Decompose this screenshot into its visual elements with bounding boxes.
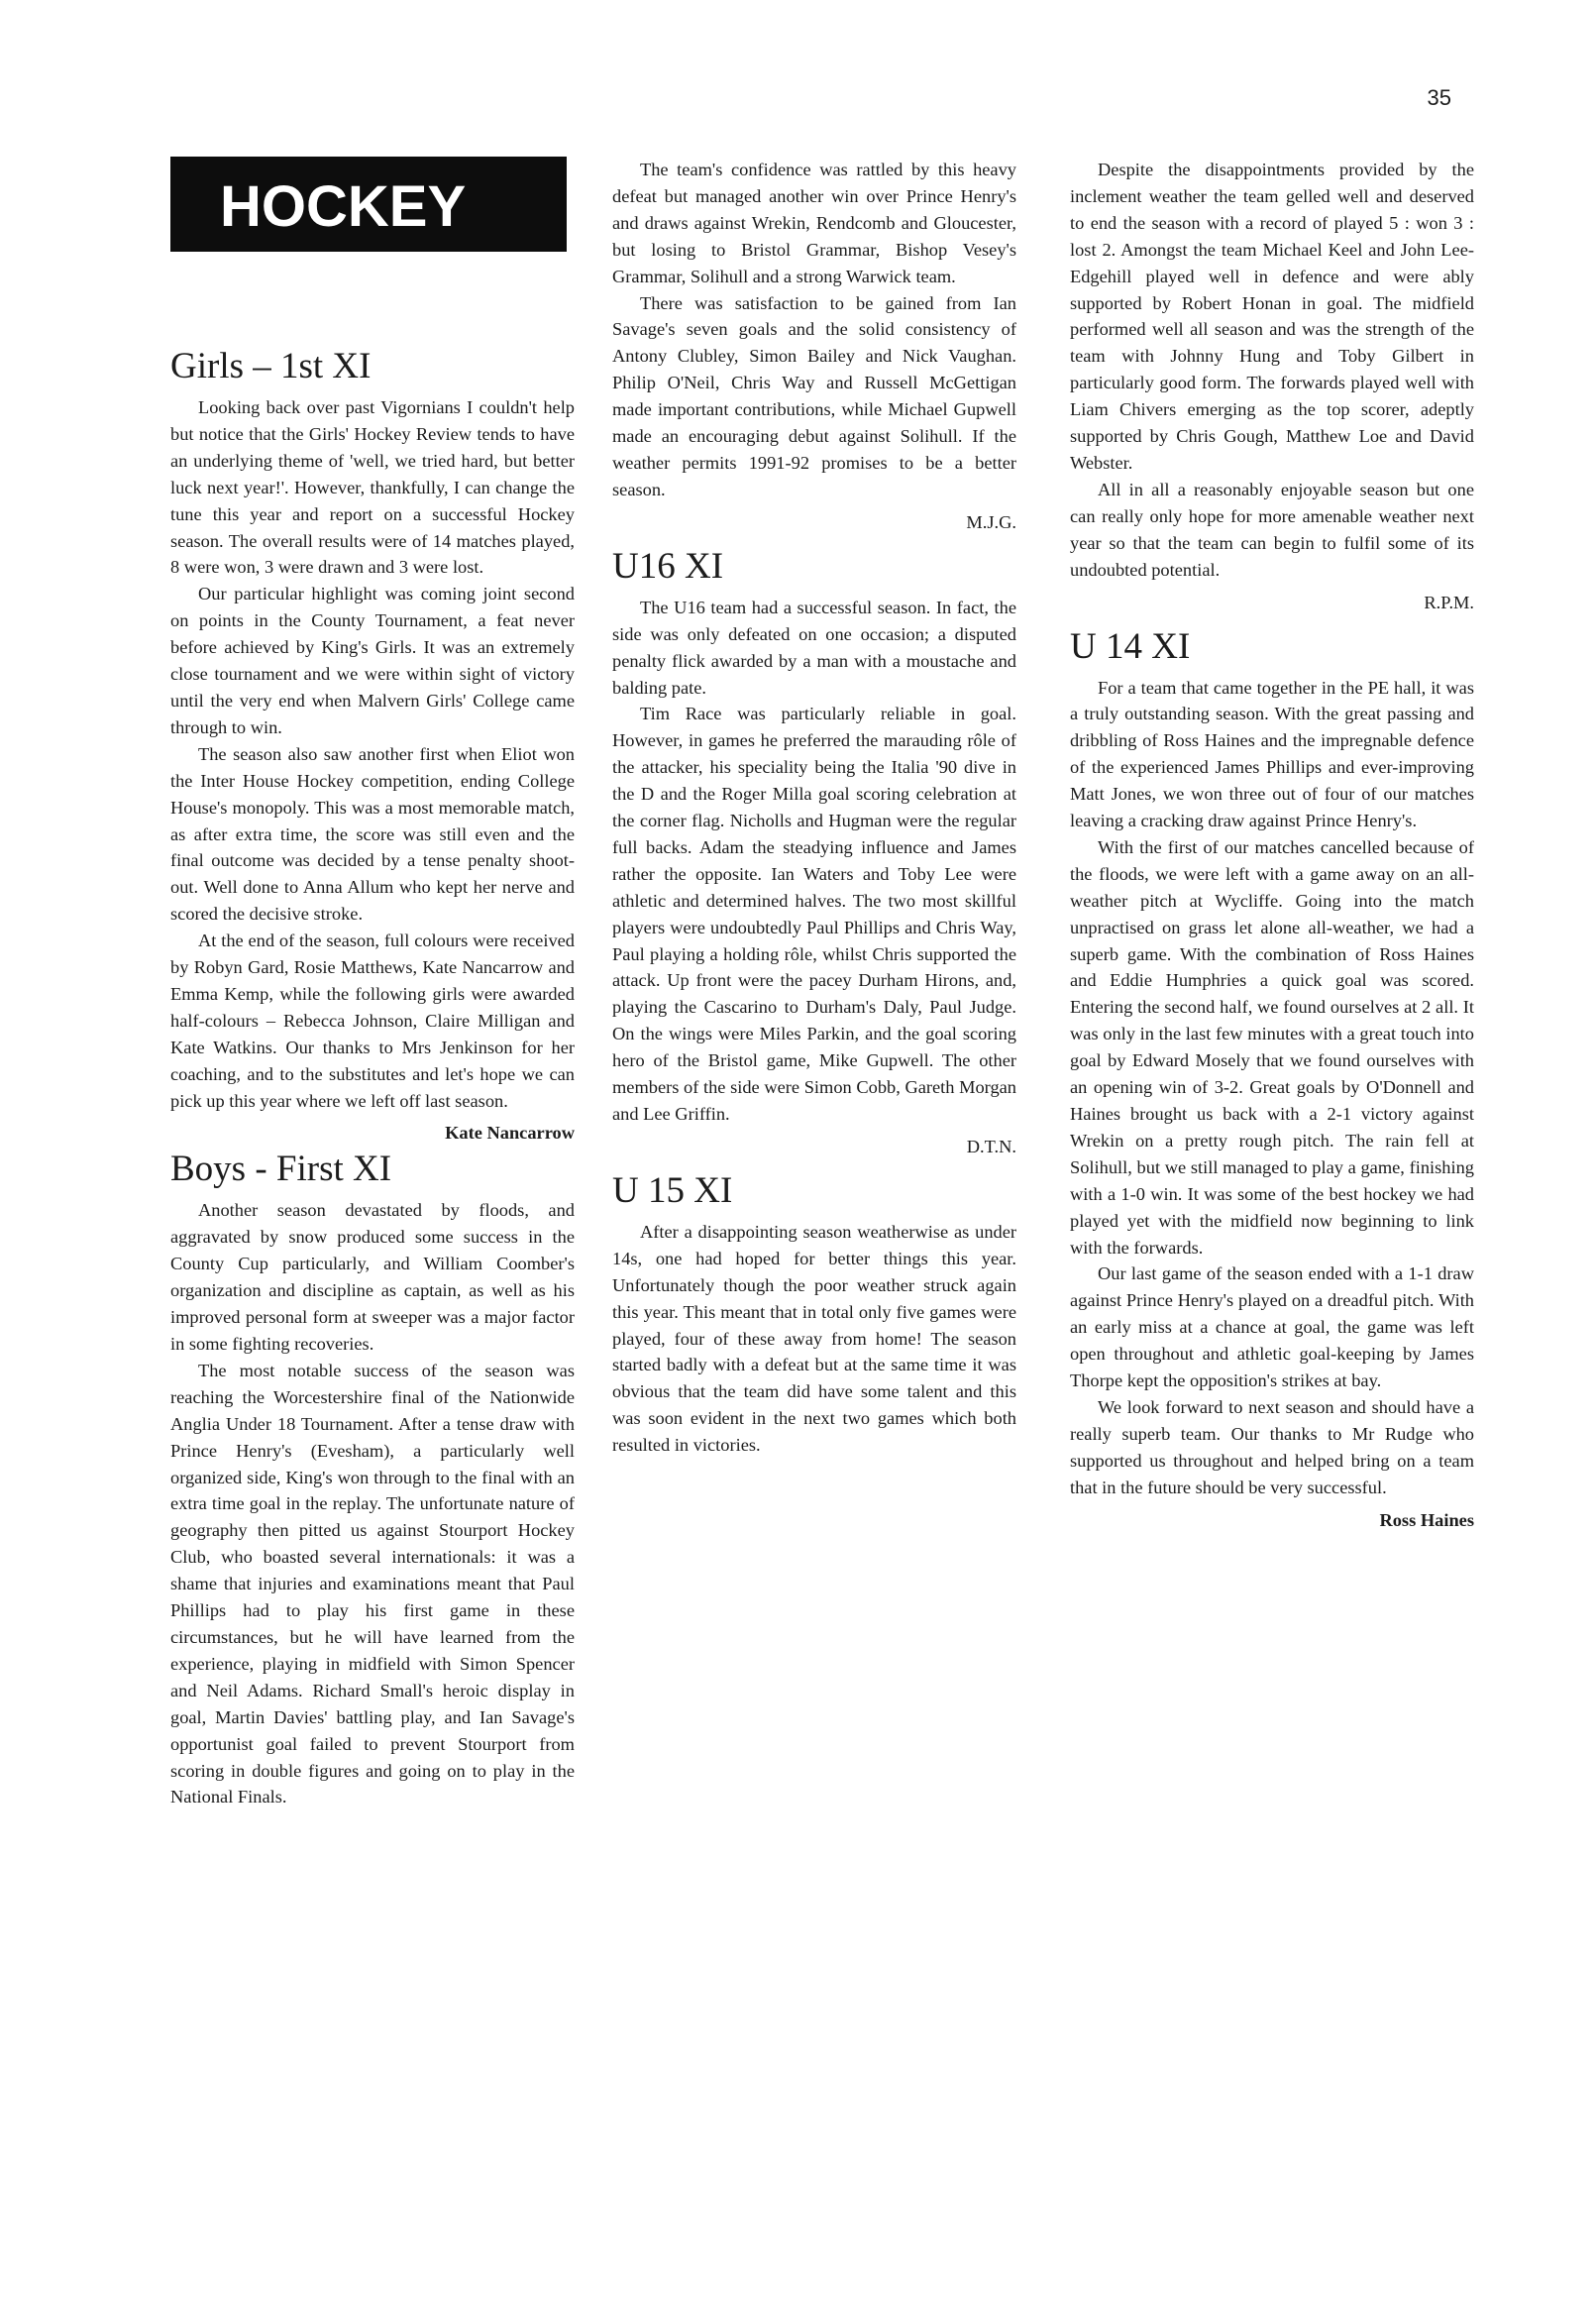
u16-paragraph: The U16 team had a successful season. In fact, the side was only defeated on one occasion; a disputed penalty flick awarded by a man with a moustache and balding pate. (612, 597, 1016, 698)
boys-signature: M.J.G. (966, 511, 1016, 532)
u14-paragraph: Our last game of the season ended with a 1-1 draw against Prince Henry's played on a dreadful pitch. With an early miss at a chance at goal, the game was left open throughout and athletic goal-keeping by James Thorpe kept the opposition's strikes at bay. (1070, 1263, 1474, 1391)
banner-title: HOCKEY (220, 174, 467, 239)
u16-signature: D.T.N. (966, 1136, 1016, 1156)
girls-heading: Girls – 1st XI (170, 346, 372, 386)
column-3 (1070, 157, 1474, 1537)
boys-heading: Boys - First XI (170, 1149, 392, 1190)
girls-paragraph: At the end of the season, full colours were received by Robyn Gard, Rosie Matthews, Kate Nancarrow and Emma Kemp, while the following girls were awarded half-colours – Rebecca Johnson, Claire Milligan and Kate Watkins. Our thanks to Mrs Jenkinson for her coaching, and to the substitutes and let's hope we can pick up this year where we left off last season. (170, 931, 575, 1111)
u15-paragraph: All in all a reasonably enjoyable season but one can really only hope for more amenable weather next year so that the team can begin to fulfil some of its undoubted potential. (1070, 479, 1474, 580)
column-1 (170, 335, 575, 1810)
column-2 (612, 157, 1016, 1459)
page-number: 35 (1427, 85, 1451, 110)
girls-paragraph: Looking back over past Vigornians I couldn't help but notice that the Girls' Hockey Review tends to have an underlying theme of 'well, we tried hard, but better luck next year!'. However, thankfully, I can change the tune this year and report on a successful Hockey season. The overall results were of 14 matches played, 8 were won, 3 were drawn and 3 were lost. (170, 397, 575, 578)
u14-signature: Ross Haines (1379, 1509, 1474, 1530)
u15-paragraph: Despite the disappointments provided by the inclement weather the team gelled well and deserved to end the season with a record of played 5 : won 3 : lost 2. Amongst the team Michael Keel and John Lee-Edgehill played well in defence and were ably supported by Robert Honan in goal. The midfield performed well all season and was the strength of the team with Johnny Hung and Toby Gilbert in particularly good form. The forwards played well with Liam Chivers emerging as the top scorer, adeptly supported by Chris Gough, Matthew Loe and David Webster. (1070, 160, 1474, 473)
section-banner (170, 157, 567, 252)
u15-signature: R.P.M. (1424, 592, 1474, 612)
u14-paragraph: With the first of our matches cancelled because of the floods, we were left with a game away on an all-weather pitch at Wycliffe. Going into the match unpractised on grass let alone all-weather, we had a superb game. With the combination of Ross Haines and Eddie Humphries a quick goal was scored. Entering the second half, we found ourselves at 2 all. It was only in the last few minutes with a great touch into goal by Edward Mosely that we found ourselves with an opening win of 3-2. Great goals by O'Donnell and Haines brought us back with a 2-1 victory against Wrekin on a pretty rough pitch. The rain fell at Solihull, but we still managed to play a game, finishing with a 1-0 win. It was some of the best hockey we had played yet with the midfield now beginning to link with the forwards. (1070, 836, 1474, 1258)
u16-heading: U16 XI (612, 545, 724, 587)
u14-paragraph: We look forward to next season and should have a really superb team. Our thanks to Mr Rudge who supported us throughout and helped bring on a team that in the future should be very successful. (1070, 1396, 1474, 1497)
girls-signature: Kate Nancarrow (445, 1123, 575, 1144)
boys-paragraph: The team's confidence was rattled by this heavy defeat but managed another win over Prince Henry's and draws against Wrekin, Rendcomb and Gloucester, but losing to Bristol Grammar, Bishop Vesey's Grammar, Solihull and a strong Warwick team. (612, 160, 1016, 286)
u15-heading: U 15 XI (612, 1169, 733, 1211)
girls-paragraph: The season also saw another first when Eliot won the Inter House Hockey competition, ending College House's monopoly. This was a most memorable match, as after extra time, the score was still even and the final outcome was decided by a tense penalty shoot-out. Well done to Anna Allum who kept her nerve and scored the decisive stroke. (170, 743, 575, 925)
girls-paragraph: Our particular highlight was coming joint second on points in the County Tournament, a feat never before achieved by King's Girls. It was an extremely close tournament and we were within sight of victory until the very end when Malvern Girls' College came through to win. (170, 584, 575, 737)
u16-paragraph: Tim Race was particularly reliable in goal. However, in games he preferred the marauding rôle of the attacker, his speciality being the Italia '90 dive in the D and the Roger Milla goal scoring celebration at the corner flag. Nicholls and Hugman were the regular full backs. Adam the steadying influence and James rather the opposite. Ian Waters and Toby Lee were athletic and determined halves. The two most skillful players were undoubtedly Paul Phillips and Chris Way, Paul playing a holding rôle, whilst Chris supported the attack. Up front were the pacey Durham Hirons, and, playing the Cascarino to Durham's Daly, Paul Judge. On the wings were Miles Parkin, and the goal scoring hero of the Bristol game, Mike Gupwell. The other members of the side were Simon Cobb, Gareth Morgan and Lee Griffin. (612, 704, 1016, 1124)
boys-paragraph-continued: The most notable success of the season was reaching the Worcestershire final of the Nationwide Anglia Under 18 Tournament. After a tense draw with Prince Henry's (Evesham), a particularly well organized side, King's won through to the final with an extra time goal in the replay. The unfortunate nature of geography then pitted us against Stourport Hockey Club, who boasted several internationals: it was a shame that injuries and examinations meant that Paul Phillips had to play his first game in these circumstances, but he will have learned from the experience, playing in midfield with Simon Spencer and Neil Adams. Richard Small's heroic display in goal, Martin Davies' battling play, and Ian Savage's opportunist goal failed to prevent Stourport from scoring in double figures and going on to play in the National Finals. (170, 1360, 575, 1808)
boys-paragraph: There was satisfaction to be gained from Ian Savage's seven goals and the solid consistency of Antony Clubley, Simon Bailey and Nick Vaughan. Philip O'Neil, Chris Way and Russell McGettigan made important contributions, while Michael Gupwell made an encouraging debut against Solihull. If the weather permits 1991-92 promises to be a better season. (612, 292, 1016, 499)
u15-paragraph: After a disappointing season weatherwise as under 14s, one had hoped for better things this year. Unfortunately though the poor weather struck again this year. This meant that in total only five games were played, four of these away from home! The season started badly with a defeat but at the same time it was obvious that the team did have some talent and this was soon evident in the next two games which both resulted in victories. (612, 1221, 1016, 1456)
u14-paragraph: For a team that came together in the PE hall, it was a truly outstanding season. With the great passing and dribbling of Ross Haines and the impregnable defence of the experienced James Phillips and ever-improving Matt Jones, we won three out of four of our matches leaving a cracking draw against Prince Henry's. (1070, 677, 1474, 831)
u14-heading: U 14 XI (1070, 625, 1191, 667)
boys-paragraph: Another season devastated by floods, and aggravated by snow produced some success in the County Cup particularly, and William Coomber's organization and discipline as captain, as well as his improved personal form at sweeper was a major factor in some fighting recoveries. (170, 1200, 575, 1354)
